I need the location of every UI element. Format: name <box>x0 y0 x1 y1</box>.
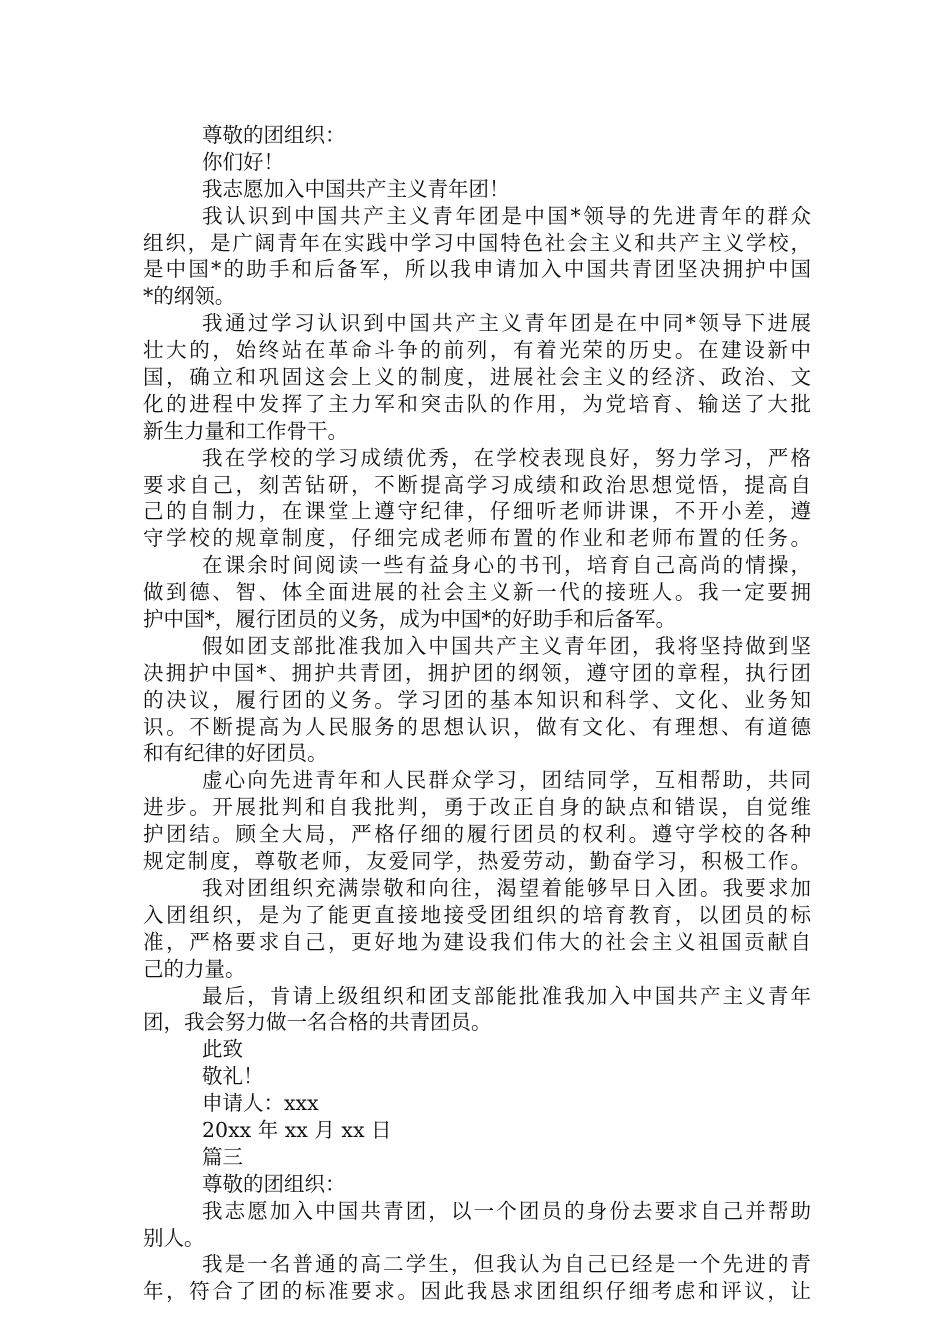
text-line: 准，严格要求自己，更好地为建设我们伟大的社会主义祖国贡献自 <box>143 929 811 954</box>
text-line: 是中国*的助手和后备军，所以我申请加入中国共青团坚决拥护中国 <box>143 257 811 282</box>
text-line: 壮大的，始终站在革命斗争的前列，有着光荣的历史。在建设新中 <box>143 338 811 363</box>
text-line: 的决议，履行团的义务。学习团的基本知识和科学、文化、业务知 <box>143 687 811 712</box>
text-line: 敬礼！ <box>202 1064 264 1089</box>
text-line: 决拥护中国*、拥护共青团，拥护团的纲领，遵守团的章程，执行团 <box>143 660 811 685</box>
text-line: 我志愿加入中国共产主义青年团！ <box>202 176 510 201</box>
text-line: 我认识到中国共产主义青年团是中国*领导的先进青年的群众 <box>202 203 811 228</box>
text-line: 尊敬的团组织： <box>202 1171 346 1196</box>
text-line: 入团组织，是为了能更直接地接受团组织的培育教育，以团员的标 <box>143 902 811 927</box>
text-line: 护中国*，履行团员的义务，成为中国*的好助手和后备军。 <box>143 607 676 632</box>
text-line: 虚心向先进青年和人民群众学习，团结同学，互相帮助，共同 <box>202 768 811 793</box>
text-line: 国，确立和巩固这会上义的制度，进展社会主义的经济、政治、文 <box>143 365 811 390</box>
text-line: 组织，是广阔青年在实践中学习中国特色社会主义和共产主义学校， <box>143 230 811 255</box>
text-line: 我志愿加入中国共青团，以一个团员的身份去要求自己并帮助 <box>202 1198 811 1223</box>
text-line: 新生力量和工作骨干。 <box>143 418 348 443</box>
text-line: 我在学校的学习成绩优秀，在学校表现良好，努力学习，严格 <box>202 445 811 470</box>
text-line: 化的进程中发挥了主力军和突击队的作用，为党培育、输送了大批 <box>143 391 811 416</box>
text-line: 我通过学习认识到中国共产主义青年团是在中同*领导下进展 <box>202 311 811 336</box>
text-line: 护团结。顾全大局，严格仔细的履行团员的权利。遵守学校的各种 <box>143 822 811 847</box>
text-line: 假如团支部批准我加入中国共产主义青年团，我将坚持做到坚 <box>202 633 811 658</box>
text-line: 我是一名普通的高二学生，但我认为自己已经是一个先进的青 <box>202 1252 811 1277</box>
text-line: 申请人：xxx <box>202 1091 319 1116</box>
text-line: 守学校的规章制度，仔细完成老师布置的作业和老师布置的任务。 <box>143 526 811 551</box>
text-line: 别人。 <box>143 1225 205 1250</box>
text-line: 你们好！ <box>202 149 284 174</box>
text-line: 尊敬的团组织： <box>202 123 346 147</box>
text-line: 识。不断提高为人民服务的思想认识，做有文化、有理想、有道德 <box>143 714 811 739</box>
text-line: 在课余时间阅读一些有益身心的书刊，培育自己高尚的情操， <box>202 553 811 578</box>
text-line: 和有纪律的好团员。 <box>143 741 328 766</box>
text-line: 己的自制力，在课堂上遵守纪律，仔细听老师讲课，不开小差，遵 <box>143 499 811 524</box>
document-body <box>143 122 811 1305</box>
text-line: 规定制度，尊敬老师，友爱同学，热爱劳动，勤奋学习，积极工作。 <box>143 849 811 874</box>
text-line: 做到德、智、体全面进展的社会主义新一代的接班人。我一定要拥 <box>143 580 811 605</box>
text-line: 篇三 <box>202 1144 243 1169</box>
text-line: 我对团组织充满崇敬和向往，渴望着能够早日入团。我要求加 <box>202 875 811 900</box>
text-line: 要求自己，刻苦钻研，不断提高学习成绩和政治思想觉悟，提高自 <box>143 472 811 497</box>
text-line: 己的力量。 <box>143 956 246 981</box>
text-line: *的纲领。 <box>143 284 236 309</box>
text-line: 团，我会努力做一名合格的共青团员。 <box>143 1010 492 1035</box>
text-line: 此致 <box>202 1037 243 1062</box>
text-line: 进步。开展批判和自我批判，勇于改正自身的缺点和错误，自觉维 <box>143 795 811 820</box>
text-line: 20xx 年 xx 月 xx 日 <box>202 1117 392 1142</box>
text-line: 最后，肯请上级组织和团支部能批准我加入中国共产主义青年 <box>202 983 811 1008</box>
text-line: 年，符合了团的标准要求。因此我恳求团组织仔细考虑和评议，让 <box>143 1279 811 1304</box>
